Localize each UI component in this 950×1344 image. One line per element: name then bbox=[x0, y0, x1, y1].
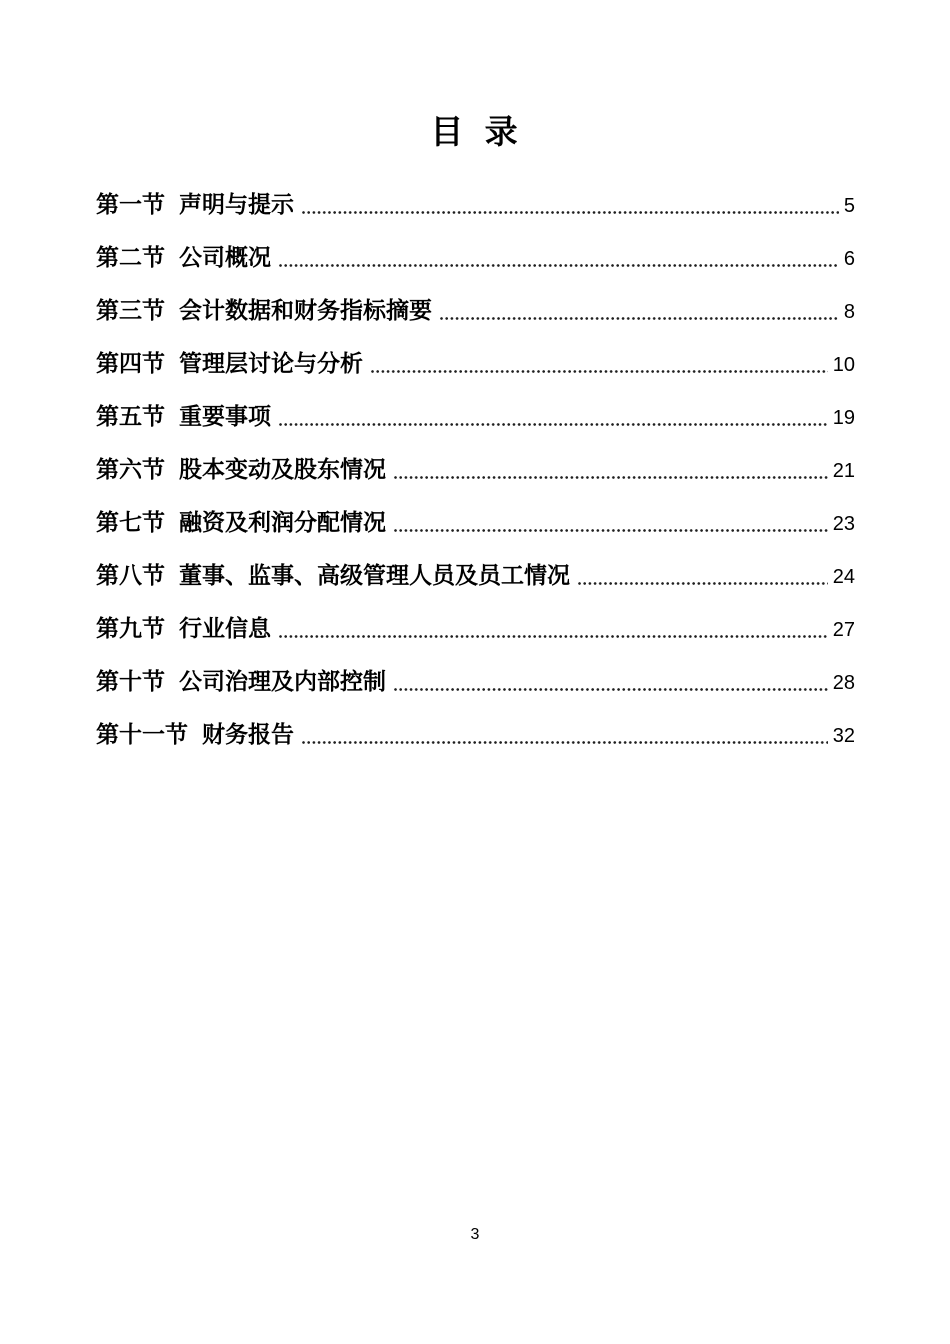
toc-page-number: 5 bbox=[843, 195, 855, 217]
dot-leader bbox=[440, 295, 839, 326]
toc-section-title: 公司概况 bbox=[179, 244, 271, 270]
toc-page-number: 23 bbox=[832, 513, 855, 535]
toc-section-title: 董事、监事、高级管理人员及员工情况 bbox=[179, 562, 570, 588]
toc-section-title: 公司治理及内部控制 bbox=[179, 668, 386, 694]
dot-leader bbox=[394, 507, 828, 538]
dot-leader bbox=[302, 189, 839, 220]
toc-entry[interactable] bbox=[96, 507, 855, 538]
toc-entry[interactable] bbox=[96, 719, 855, 750]
toc-section-title: 融资及利润分配情况 bbox=[179, 509, 386, 535]
toc-section-title: 重要事项 bbox=[179, 403, 271, 429]
toc-section-number: 第十一节 bbox=[96, 721, 188, 747]
dot-leader bbox=[371, 348, 828, 379]
toc-page-number: 32 bbox=[832, 725, 855, 747]
toc-entry[interactable] bbox=[96, 454, 855, 485]
table-of-contents bbox=[96, 189, 855, 772]
toc-page-number: 28 bbox=[832, 672, 855, 694]
toc-section-title: 股本变动及股东情况 bbox=[179, 456, 386, 482]
toc-section-number: 第九节 bbox=[96, 615, 165, 641]
toc-section-title: 财务报告 bbox=[202, 721, 294, 747]
toc-section-number: 第四节 bbox=[96, 350, 165, 376]
toc-entry[interactable] bbox=[96, 560, 855, 591]
dot-leader bbox=[578, 560, 828, 591]
toc-entry[interactable] bbox=[96, 348, 855, 379]
toc-section-number: 第二节 bbox=[96, 244, 165, 270]
toc-section-number: 第六节 bbox=[96, 456, 165, 482]
toc-entry[interactable] bbox=[96, 295, 855, 326]
toc-page-number: 10 bbox=[832, 354, 855, 376]
dot-leader bbox=[302, 719, 828, 750]
toc-section-title: 会计数据和财务指标摘要 bbox=[179, 297, 432, 323]
toc-page-number: 8 bbox=[843, 301, 855, 323]
toc-page-number: 24 bbox=[832, 566, 855, 588]
toc-page-number: 19 bbox=[832, 407, 855, 429]
toc-section-number: 第一节 bbox=[96, 191, 165, 217]
dot-leader bbox=[279, 613, 828, 644]
dot-leader bbox=[279, 401, 828, 432]
dot-leader bbox=[394, 454, 828, 485]
toc-entry[interactable] bbox=[96, 242, 855, 273]
toc-entry[interactable] bbox=[96, 666, 855, 697]
page-title: 目 录 bbox=[430, 113, 520, 150]
toc-section-title: 行业信息 bbox=[179, 615, 271, 641]
toc-section-number: 第三节 bbox=[96, 297, 165, 323]
toc-section-number: 第十节 bbox=[96, 668, 165, 694]
dot-leader bbox=[394, 666, 828, 697]
toc-section-number: 第八节 bbox=[96, 562, 165, 588]
dot-leader bbox=[279, 242, 839, 273]
footer-page-number: 3 bbox=[470, 1226, 480, 1243]
toc-entry[interactable] bbox=[96, 613, 855, 644]
toc-page-number: 27 bbox=[832, 619, 855, 641]
toc-page-number: 6 bbox=[843, 248, 855, 270]
toc-page-number: 21 bbox=[832, 460, 855, 482]
toc-section-title: 声明与提示 bbox=[179, 191, 294, 217]
toc-section-number: 第七节 bbox=[96, 509, 165, 535]
toc-entry[interactable] bbox=[96, 401, 855, 432]
toc-entry[interactable] bbox=[96, 189, 855, 220]
toc-section-title: 管理层讨论与分析 bbox=[179, 350, 363, 376]
toc-section-number: 第五节 bbox=[96, 403, 165, 429]
